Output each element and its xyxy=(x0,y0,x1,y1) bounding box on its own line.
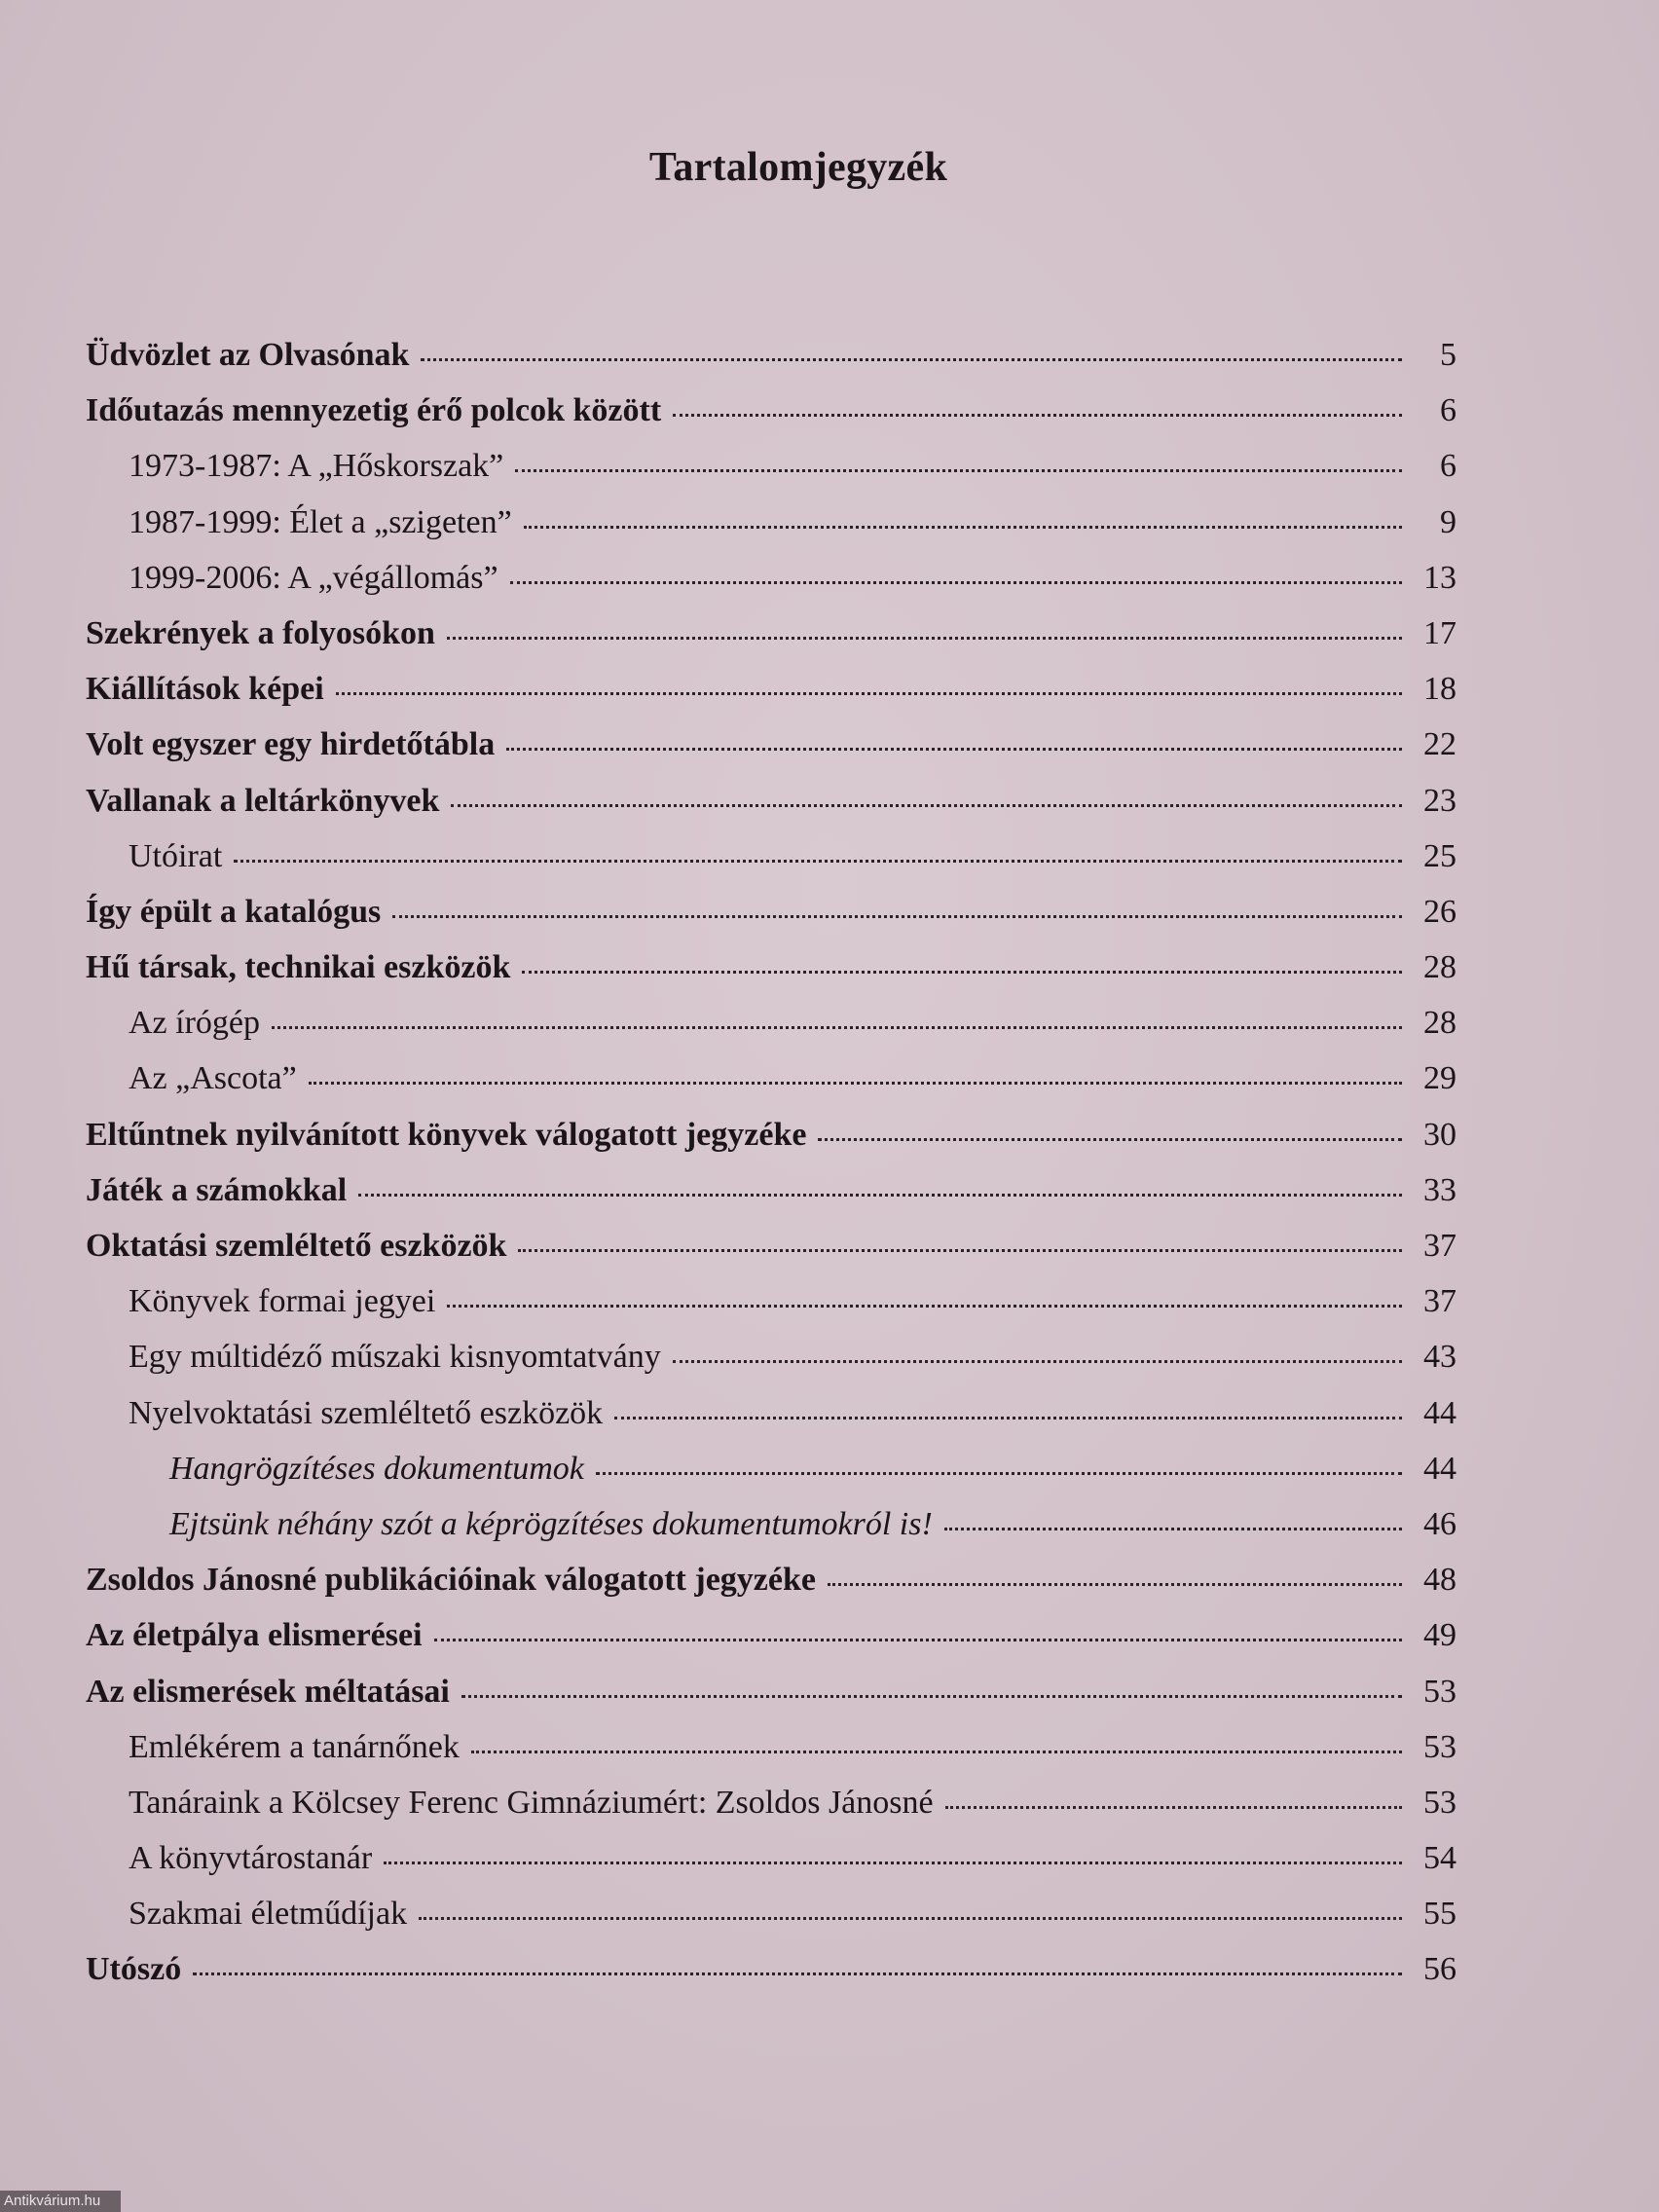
dot-leader xyxy=(944,1528,1402,1530)
toc-entry-page-number: 37 xyxy=(1423,1283,1456,1320)
toc-entry-title: Üdvözlet az Olvasónak xyxy=(86,337,410,373)
toc-entry-page-number: 25 xyxy=(1423,837,1456,874)
dot-leader xyxy=(447,637,1402,640)
dot-leader xyxy=(471,1751,1402,1753)
dot-leader xyxy=(419,1917,1402,1920)
toc-entry xyxy=(86,1329,1456,1384)
toc-entry-title: Tanáraink a Kölcsey Ferenc Gimnáziumért: Zsoldos Jánosné xyxy=(129,1784,934,1821)
toc-entry-page-number: 26 xyxy=(1423,893,1456,930)
toc-entry-title: Nyelvoktatási szemléltető eszközök xyxy=(129,1394,604,1431)
dot-leader xyxy=(434,1639,1402,1641)
toc-entry-title: Így épült a katalógus xyxy=(86,893,382,930)
toc-entry-title: 1987-1999: Élet a „szigeten” xyxy=(129,503,512,540)
toc-entry xyxy=(86,1607,1456,1663)
toc-entry xyxy=(86,1496,1456,1552)
toc-entry xyxy=(86,661,1456,717)
toc-entry-page-number: 44 xyxy=(1423,1394,1456,1431)
toc-entry xyxy=(86,1051,1456,1106)
table-of-contents xyxy=(86,327,1456,1998)
toc-entry-page-number: 53 xyxy=(1423,1784,1456,1821)
toc-entry xyxy=(86,438,1456,494)
dot-leader xyxy=(522,971,1402,974)
toc-entry-page-number: 23 xyxy=(1423,782,1456,819)
toc-entry-title: Emlékérem a tanárnőnek xyxy=(129,1728,460,1765)
toc-entry xyxy=(86,940,1456,995)
toc-entry-page-number: 28 xyxy=(1423,949,1456,986)
dot-leader xyxy=(614,1417,1402,1419)
toc-entry xyxy=(86,1830,1456,1886)
toc-entry xyxy=(86,1107,1456,1162)
toc-entry-page-number: 6 xyxy=(1440,448,1456,485)
toc-entry xyxy=(86,1886,1456,1941)
toc-entry xyxy=(86,383,1456,438)
toc-entry-page-number: 28 xyxy=(1423,1005,1456,1042)
toc-entry-title: Az „Ascota” xyxy=(129,1060,297,1097)
dot-leader xyxy=(506,748,1402,751)
dot-leader xyxy=(673,1360,1402,1363)
toc-entry-page-number: 17 xyxy=(1423,614,1456,651)
toc-entry-title: Hangrögzítéses dokumentumok xyxy=(169,1450,584,1487)
dot-leader xyxy=(447,1305,1402,1308)
toc-entry-page-number: 44 xyxy=(1423,1450,1456,1487)
toc-entry-page-number: 54 xyxy=(1423,1840,1456,1877)
page-title: Tartalomjegyzék xyxy=(648,145,948,190)
toc-entry xyxy=(86,327,1456,383)
dot-leader xyxy=(392,915,1402,918)
toc-entry-title: Az életpálya elismerései xyxy=(86,1617,423,1654)
dot-leader xyxy=(421,358,1402,361)
toc-entry xyxy=(86,1719,1456,1775)
watermark: Antikvárium.hu xyxy=(0,2191,121,2212)
toc-entry-page-number: 29 xyxy=(1423,1060,1456,1097)
toc-entry-title: Vallanak a leltárkönyvek xyxy=(86,782,440,819)
toc-entry-title: Zsoldos Jánosné publikációinak válogatott jegyzéke xyxy=(86,1562,816,1599)
toc-entry-title: Kiállítások képei xyxy=(86,671,324,708)
dot-leader xyxy=(193,1972,1402,1975)
dot-leader xyxy=(384,1862,1402,1864)
toc-entry xyxy=(86,495,1456,550)
toc-entry xyxy=(86,1441,1456,1496)
dot-leader xyxy=(234,860,1402,863)
toc-entry xyxy=(86,1664,1456,1719)
toc-entry-title: Az elismerések méltatásai xyxy=(86,1673,450,1710)
toc-entry xyxy=(86,1941,1456,1997)
toc-entry-title: Ejtsünk néhány szót a képrögzítéses dokumentumokról is! xyxy=(169,1505,933,1542)
toc-entry-page-number: 48 xyxy=(1423,1562,1456,1599)
dot-leader xyxy=(828,1583,1402,1586)
toc-entry xyxy=(86,1385,1456,1441)
toc-entry xyxy=(86,1552,1456,1607)
toc-entry xyxy=(86,1775,1456,1830)
dot-leader xyxy=(358,1194,1402,1197)
dot-leader xyxy=(309,1082,1402,1085)
toc-entry xyxy=(86,1273,1456,1329)
toc-entry xyxy=(86,995,1456,1051)
toc-entry-page-number: 56 xyxy=(1423,1951,1456,1988)
toc-entry-page-number: 43 xyxy=(1423,1339,1456,1376)
dot-leader xyxy=(518,1249,1402,1252)
toc-entry xyxy=(86,1218,1456,1273)
toc-entry-title: Játék a számokkal xyxy=(86,1171,348,1208)
toc-entry-title: Az írógép xyxy=(129,1005,261,1042)
toc-entry-title: Időutazás mennyezetig érő polcok között xyxy=(86,392,662,429)
toc-entry-title: Volt egyszer egy hirdetőtábla xyxy=(86,726,496,763)
toc-entry-page-number: 30 xyxy=(1423,1116,1456,1153)
toc-entry-page-number: 49 xyxy=(1423,1617,1456,1654)
toc-entry-page-number: 33 xyxy=(1423,1171,1456,1208)
dot-leader xyxy=(272,1026,1402,1029)
dot-leader xyxy=(524,526,1402,529)
toc-entry-page-number: 46 xyxy=(1423,1505,1456,1542)
toc-entry-title: Utószó xyxy=(86,1951,182,1988)
dot-leader xyxy=(515,469,1402,472)
toc-entry-page-number: 5 xyxy=(1440,337,1456,373)
toc-entry xyxy=(86,606,1456,661)
toc-entry xyxy=(86,1162,1456,1218)
toc-entry-title: A könyvtárostanár xyxy=(129,1840,373,1877)
dot-leader xyxy=(945,1806,1402,1809)
toc-entry-page-number: 13 xyxy=(1423,559,1456,596)
dot-leader xyxy=(673,414,1402,417)
toc-entry-page-number: 53 xyxy=(1423,1673,1456,1710)
toc-entry xyxy=(86,829,1456,884)
dot-leader xyxy=(451,804,1402,807)
dot-leader xyxy=(510,581,1402,584)
toc-entry-title: Hű társak, technikai eszközök xyxy=(86,949,511,986)
toc-entry-title: 1973-1987: A „Hőskorszak” xyxy=(129,448,504,485)
toc-entry-page-number: 37 xyxy=(1423,1228,1456,1264)
dot-leader xyxy=(461,1695,1402,1698)
toc-entry-page-number: 6 xyxy=(1440,392,1456,429)
toc-entry-title: Oktatási szemléltető eszközök xyxy=(86,1228,507,1264)
toc-entry-title: Szekrények a folyosókon xyxy=(86,614,435,651)
toc-entry-page-number: 9 xyxy=(1440,503,1456,540)
toc-entry-title: Egy múltidéző műszaki kisnyomtatvány xyxy=(129,1339,661,1376)
toc-entry xyxy=(86,884,1456,940)
toc-entry-title: Eltűntnek nyilvánított könyvek válogatott jegyzéke xyxy=(86,1116,807,1153)
toc-entry-page-number: 53 xyxy=(1423,1728,1456,1765)
toc-entry-title: 1999-2006: A „végállomás” xyxy=(129,559,498,596)
dot-leader xyxy=(818,1138,1402,1141)
dot-leader xyxy=(336,692,1402,695)
toc-entry xyxy=(86,773,1456,829)
toc-entry-title: Szakmai életműdíjak xyxy=(129,1896,408,1933)
toc-entry-page-number: 22 xyxy=(1423,726,1456,763)
dot-leader xyxy=(596,1472,1402,1475)
toc-entry-title: Utóirat xyxy=(129,837,223,874)
toc-entry-page-number: 18 xyxy=(1423,671,1456,708)
toc-entry-page-number: 55 xyxy=(1423,1896,1456,1933)
toc-entry xyxy=(86,550,1456,606)
toc-entry xyxy=(86,717,1456,772)
toc-entry-title: Könyvek formai jegyei xyxy=(129,1283,436,1320)
